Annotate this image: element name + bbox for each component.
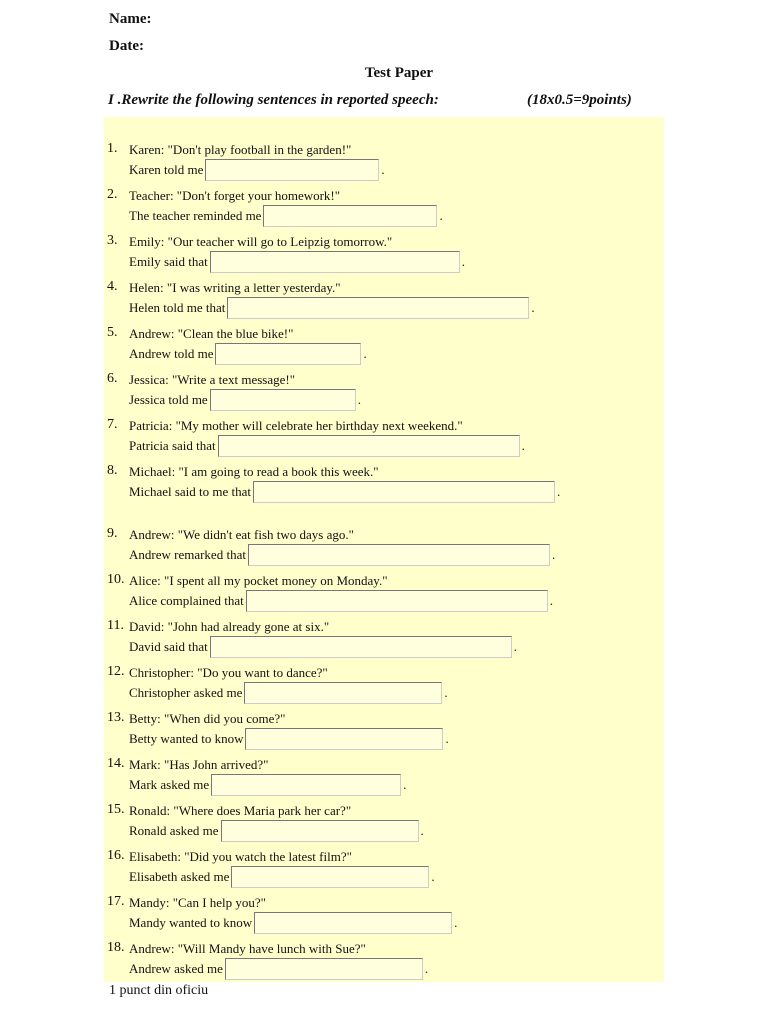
answer-input[interactable] [211, 774, 401, 796]
answer-period: . [357, 392, 361, 407]
answer-input[interactable] [215, 343, 361, 365]
question-number: 12. [107, 664, 125, 679]
answer-input[interactable] [245, 728, 443, 750]
answer-period: . [403, 777, 407, 792]
answer-row [129, 435, 525, 454]
answer-prompt: Alice complained that [129, 593, 244, 608]
answer-row [129, 958, 428, 977]
answer-period: . [531, 300, 535, 315]
answer-period: . [424, 961, 429, 976]
question-number: 10. [107, 572, 125, 587]
answer-input[interactable] [210, 251, 460, 273]
answer-prompt: Helen told me that [129, 300, 226, 315]
page-title: Test Paper [364, 65, 434, 81]
answer-period: . [557, 484, 561, 499]
question-number: 4. [107, 279, 118, 294]
answer-row [129, 682, 448, 701]
question-number: 3. [107, 233, 118, 248]
question-text: Andrew: "Clean the blue bike!" [129, 326, 294, 341]
answer-period: . [549, 593, 554, 608]
question-number: 18. [107, 940, 125, 955]
section-heading: I .Rewrite the following sentences in reported speech: [108, 92, 439, 108]
footer-note: 1 punct din oficiu [109, 983, 209, 998]
question-text: Emily: "Our teacher will go to Leipzig tomorrow." [129, 234, 393, 249]
answer-prompt: Michael said to me that [129, 484, 252, 499]
answer-row [129, 636, 517, 655]
answer-row [129, 774, 406, 793]
answer-period: . [363, 346, 367, 361]
answer-prompt: Emily said that [129, 254, 208, 269]
answer-row [129, 389, 361, 408]
answer-input[interactable] [253, 481, 555, 503]
question-text: Andrew: "We didn't eat fish two days ago." [129, 527, 354, 542]
answer-prompt: David said that [129, 639, 208, 654]
question-number: 16. [107, 848, 125, 863]
answer-input[interactable] [231, 866, 429, 888]
answer-period: . [381, 162, 385, 177]
question-text: Alice: "I spent all my pocket money on Monday." [129, 573, 388, 588]
answer-input[interactable] [221, 820, 419, 842]
answer-prompt: Ronald asked me [129, 823, 219, 838]
answer-prompt: Jessica told me [129, 392, 208, 407]
question-number: 17. [107, 894, 125, 909]
question-number: 2. [107, 187, 118, 202]
answer-row [129, 820, 424, 839]
answer-input[interactable] [218, 435, 520, 457]
answer-row [129, 251, 465, 270]
answer-period: . [439, 208, 443, 223]
question-text: Andrew: "Will Mandy have lunch with Sue?" [129, 941, 366, 956]
answer-input[interactable] [210, 636, 512, 658]
answer-prompt: Andrew asked me [129, 961, 223, 976]
question-number: 11. [107, 618, 124, 633]
question-text: Michael: "I am going to read a book this week." [129, 464, 379, 479]
answer-period: . [461, 254, 465, 269]
answer-period: . [454, 915, 458, 930]
question-text: Mandy: "Can I help you?" [129, 895, 266, 910]
answer-row [129, 481, 560, 500]
answer-input[interactable] [244, 682, 442, 704]
question-number: 8. [107, 463, 118, 478]
question-text: Teacher: "Don't forget your homework!" [129, 188, 341, 203]
answer-period: . [445, 731, 449, 746]
answer-input[interactable] [227, 297, 529, 319]
question-number: 7. [107, 417, 118, 432]
answer-row [129, 343, 367, 362]
question-text: David: "John had already gone at six." [129, 619, 330, 634]
answer-row [129, 912, 457, 931]
date-label: Date: [109, 38, 144, 54]
answer-input[interactable] [210, 389, 356, 411]
points-label: (18x0.5=9points) [527, 92, 632, 108]
answer-period: . [431, 869, 435, 884]
answer-input[interactable] [246, 590, 548, 612]
question-number: 5. [107, 325, 118, 340]
answer-period: . [521, 438, 525, 453]
answer-row [129, 728, 449, 747]
answer-period: . [420, 823, 424, 838]
answer-period: . [551, 547, 556, 562]
answer-prompt: Andrew remarked that [129, 547, 246, 562]
name-label: Name: [109, 11, 152, 27]
answer-prompt: Elisabeth asked me [129, 869, 230, 884]
answer-input[interactable] [225, 958, 423, 980]
question-number: 15. [107, 802, 125, 817]
question-text: Betty: "When did you come?" [129, 711, 286, 726]
question-text: Elisabeth: "Did you watch the latest film?" [129, 849, 352, 864]
question-number: 14. [107, 756, 125, 771]
answer-prompt: Betty wanted to know [129, 731, 244, 746]
answer-row [129, 297, 535, 316]
answer-input[interactable] [263, 205, 437, 227]
answer-prompt: Patricia said that [129, 438, 216, 453]
question-text: Karen: "Don't play football in the garden!" [129, 142, 352, 157]
question-number: 13. [107, 710, 125, 725]
answer-input[interactable] [205, 159, 379, 181]
answer-row [129, 590, 553, 609]
question-text: Ronald: "Where does Maria park her car?" [129, 803, 352, 818]
question-text: Helen: "I was writing a letter yesterday." [129, 280, 341, 295]
answer-row [129, 159, 385, 178]
question-number: 6. [107, 371, 118, 386]
answer-row [129, 205, 443, 224]
answer-input[interactable] [248, 544, 550, 566]
answer-row [129, 544, 555, 563]
question-text: Patricia: "My mother will celebrate her birthday next weekend." [129, 418, 463, 433]
question-text: Christopher: "Do you want to dance?" [129, 665, 328, 680]
question-text: Jessica: "Write a text message!" [129, 372, 296, 387]
answer-prompt: Mark asked me [129, 777, 210, 792]
answer-row [129, 866, 435, 885]
answer-prompt: The teacher reminded me [129, 208, 262, 223]
answer-prompt: Christopher asked me [129, 685, 243, 700]
answer-prompt: Mandy wanted to know [129, 915, 253, 930]
answer-input[interactable] [254, 912, 452, 934]
answer-period: . [444, 685, 448, 700]
answer-prompt: Karen told me [129, 162, 204, 177]
answer-prompt: Andrew told me [129, 346, 214, 361]
answer-period: . [513, 639, 517, 654]
question-text: Mark: "Has John arrived?" [129, 757, 269, 772]
question-number: 1. [107, 141, 118, 156]
question-number: 9. [107, 526, 118, 541]
